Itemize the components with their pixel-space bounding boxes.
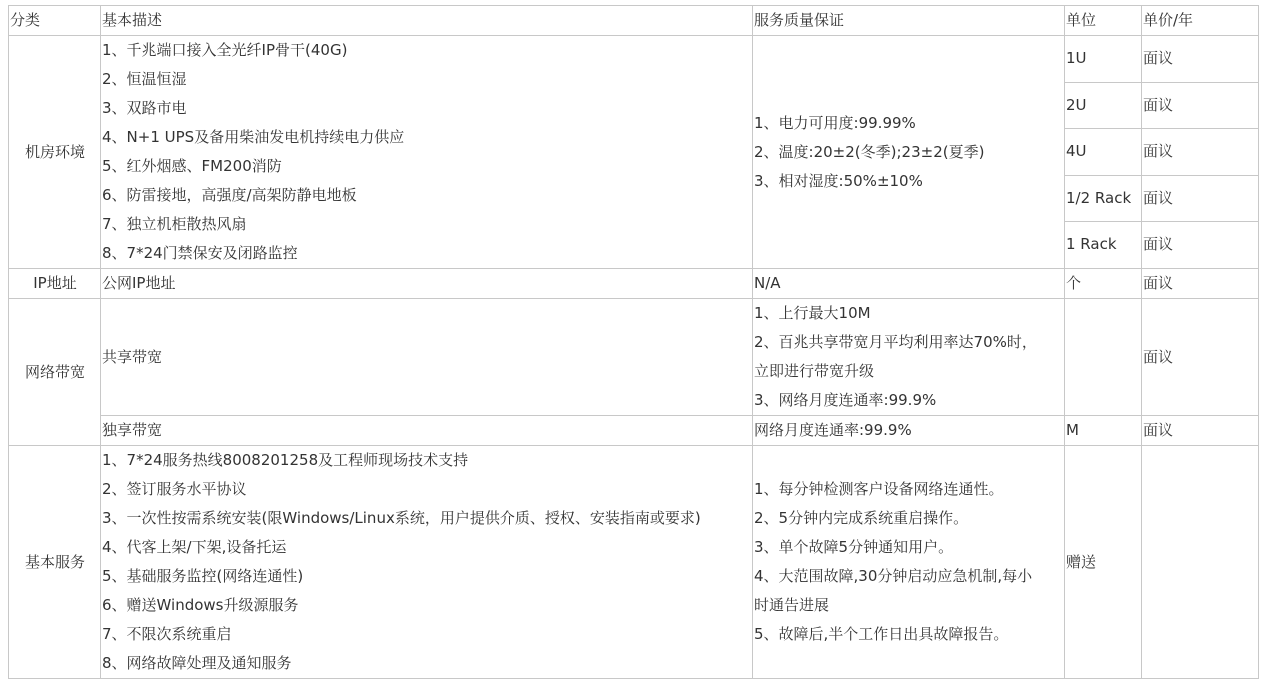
list-item: 5、故障后,半个工作日出具故障报告。: [754, 625, 1009, 643]
category-room: 机房环境: [9, 36, 101, 269]
list-item: 8、网络故障处理及通知服务: [102, 654, 292, 672]
list-item: 5、基础服务监控(网络连通性): [102, 567, 304, 585]
header-price: 单价/年: [1142, 6, 1259, 36]
price-cell: [1142, 446, 1259, 679]
unit-cell: M: [1065, 416, 1142, 446]
list-item: 7、不限次系统重启: [102, 625, 232, 643]
header-row: [9, 6, 1259, 36]
unit-cell: 4U: [1065, 129, 1142, 176]
table-row: [9, 299, 1259, 416]
list-item: 2、恒温恒湿: [102, 70, 187, 88]
list-item: 3、相对湿度:50%±10%: [754, 171, 923, 190]
room-description: [101, 36, 753, 269]
dedicated-bandwidth-description: 独享带宽: [101, 416, 753, 446]
list-item: 7、独立机柜散热风扇: [102, 215, 247, 233]
room-qos: [753, 36, 1065, 269]
unit-cell: 1 Rack: [1065, 222, 1142, 269]
service-table: [8, 5, 1259, 679]
list-item: 8、7*24门禁保安及闭路监控: [102, 244, 298, 262]
table-row: [9, 446, 1259, 679]
list-item: 2、签订服务水平协议: [102, 480, 247, 498]
list-item: 立即进行带宽升级: [754, 362, 875, 380]
ip-description: 公网IP地址: [101, 269, 753, 299]
list-item: 2、温度:20±2(冬季);23±2(夏季): [754, 142, 985, 161]
shared-bandwidth-description: 共享带宽: [101, 299, 753, 416]
dedicated-bandwidth-qos: 网络月度连通率:99.9%: [753, 416, 1065, 446]
list-item: 时通告进展: [754, 596, 830, 614]
list-item: 1、电力可用度:99.99%: [754, 113, 916, 132]
list-item: 2、百兆共享带宽月平均利用率达70%时，: [754, 333, 1037, 351]
table-row: [9, 269, 1259, 299]
list-item: 3、单个故障5分钟通知用户。: [754, 538, 954, 556]
header-qos: 服务质量保证: [753, 6, 1065, 36]
list-item: 1、千兆端口接入全光纤IP骨干(40G): [102, 41, 348, 59]
table-row: [9, 36, 1259, 83]
category-bandwidth: 网络带宽: [9, 299, 101, 446]
header-unit: 单位: [1065, 6, 1142, 36]
list-item: 3、网络月度连通率:99.9%: [754, 391, 937, 409]
price-cell: 面议: [1142, 82, 1259, 129]
list-item: 4、大范围故障,30分钟启动应急机制,每小: [754, 567, 1033, 585]
header-description: 基本描述: [101, 6, 753, 36]
header-category: 分类: [9, 6, 101, 36]
basic-service-description: [101, 446, 753, 679]
list-item: 3、双路市电: [102, 99, 187, 117]
list-item: 6、赠送Windows升级源服务: [102, 596, 299, 614]
price-cell: 面议: [1142, 129, 1259, 176]
category-basic-service: 基本服务: [9, 446, 101, 679]
unit-cell: 赠送: [1065, 446, 1142, 679]
ip-qos: N/A: [753, 269, 1065, 299]
unit-cell: 1/2 Rack: [1065, 175, 1142, 222]
price-cell: 面议: [1142, 269, 1259, 299]
list-item: 5、红外烟感、FM200消防: [102, 157, 282, 175]
list-item: 1、7*24服务热线8008201258及工程师现场技术支持: [102, 451, 469, 469]
unit-cell: 2U: [1065, 82, 1142, 129]
list-item: 2、5分钟内完成系统重启操作。: [754, 509, 969, 527]
price-cell: 面议: [1142, 36, 1259, 83]
unit-cell: 个: [1065, 269, 1142, 299]
shared-bandwidth-qos: [753, 299, 1065, 416]
price-cell: 面议: [1142, 416, 1259, 446]
category-ip: IP地址: [9, 269, 101, 299]
list-item: 3、一次性按需系统安装(限Windows/Linux系统，用户提供介质、授权、安装指南或要求): [102, 509, 701, 527]
list-item: 4、代客上架/下架,设备托运: [102, 538, 287, 556]
list-item: 6、防雷接地，高强度/高架防静电地板: [102, 186, 357, 204]
price-cell: 面议: [1142, 222, 1259, 269]
basic-service-qos: [753, 446, 1065, 679]
unit-cell: [1065, 299, 1142, 416]
table-row: [9, 416, 1259, 446]
list-item: 1、每分钟检测客户设备网络连通性。: [754, 480, 1004, 498]
price-cell: 面议: [1142, 175, 1259, 222]
price-cell: 面议: [1142, 299, 1259, 416]
list-item: 1、上行最大10M: [754, 304, 871, 322]
list-item: 4、N+1 UPS及备用柴油发电机持续电力供应: [102, 128, 405, 146]
unit-cell: 1U: [1065, 36, 1142, 83]
